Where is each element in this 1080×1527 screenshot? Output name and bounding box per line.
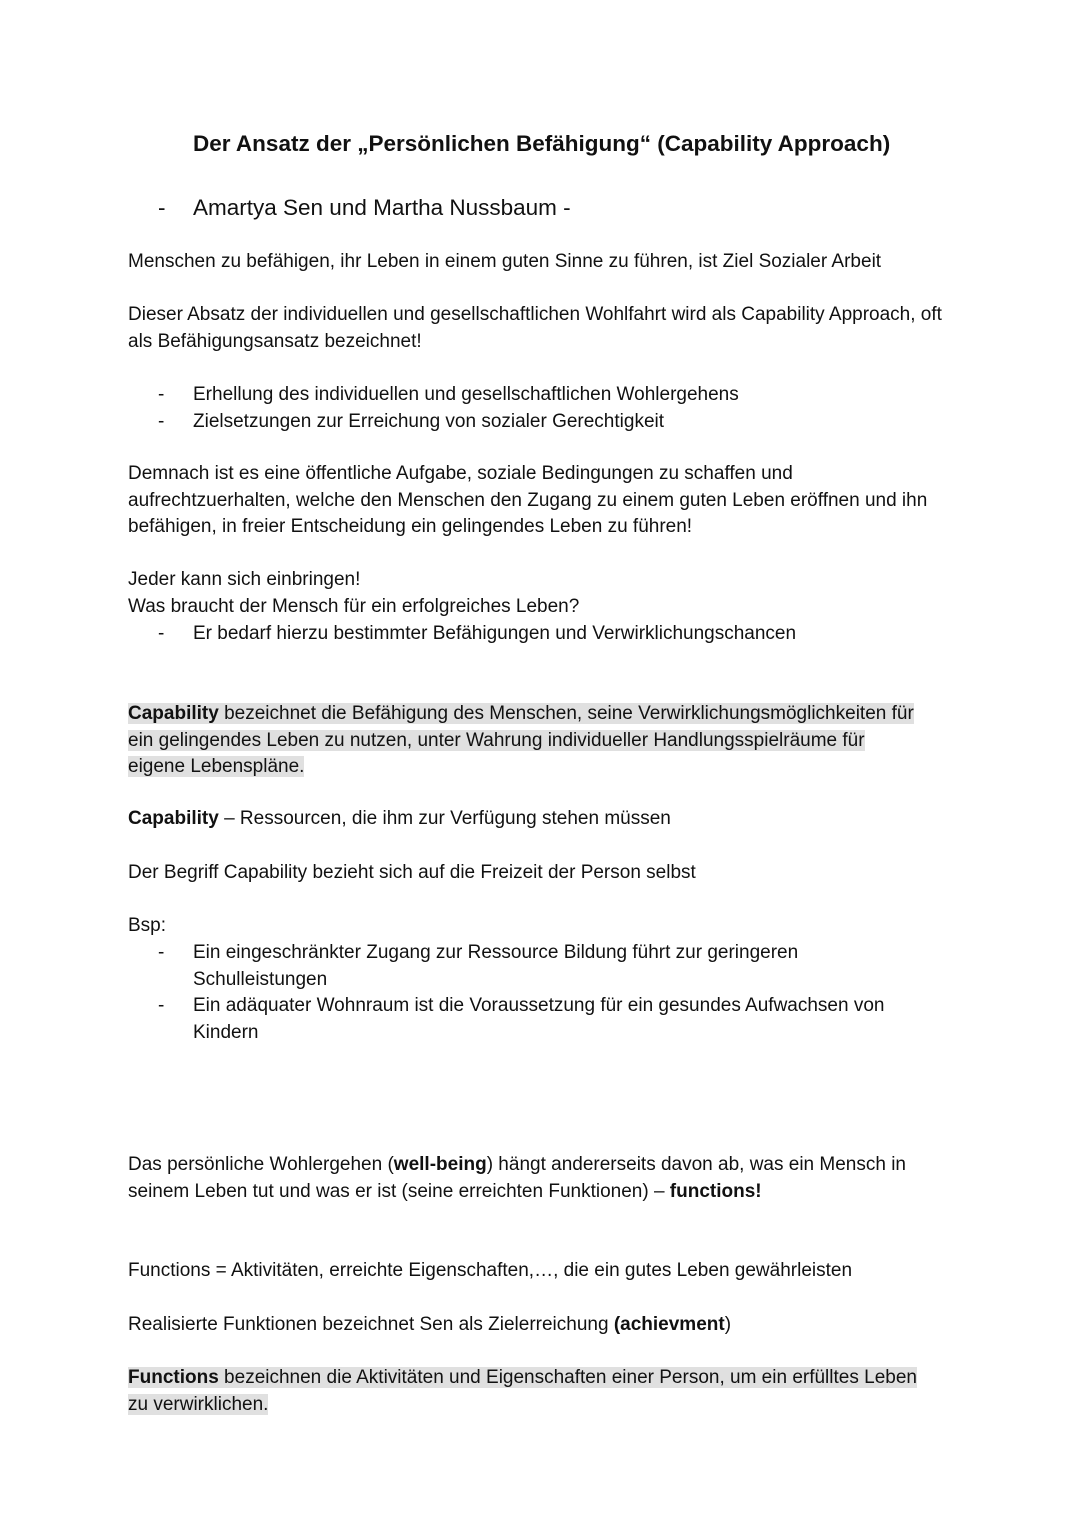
paragraph-goal: Menschen zu befähigen, ihr Leben in einem guten Sinne zu führen, ist Ziel Sozialer Arbeit xyxy=(128,251,882,272)
paragraph-capability-approach: Dieser Absatz der individuellen und gesellschaftlichen Wohlfahrt wird als Capability Approach, oft als Befähigungsansatz bezeichnet! xyxy=(128,304,942,352)
definition-text: eigene Lebenspläne. xyxy=(128,756,305,777)
achievement-close: ) xyxy=(724,1314,732,1335)
definition-term: Functions xyxy=(128,1367,219,1388)
paragraph-achievement xyxy=(128,1312,958,1339)
wellbeing-text: ) hängt andererseits davon ab, was ein Mensch in seinem Leben tut und was er ist (seine erreichten Funktionen) – xyxy=(128,1154,907,1202)
term-wellbeing: well-being xyxy=(393,1154,487,1175)
definition-term: Capability xyxy=(128,703,219,724)
wellbeing-text: Das persönliche Wohlergehen ( xyxy=(128,1154,394,1175)
term-capability: Capability xyxy=(128,808,219,829)
paragraph-wellbeing xyxy=(128,1152,958,1205)
subtitle-dash: - xyxy=(158,195,166,220)
list-examples xyxy=(128,940,888,1046)
example-label: Bsp: xyxy=(128,915,167,936)
definition-text: zu verwirklichen. xyxy=(128,1393,269,1415)
definition-functions xyxy=(128,1365,958,1418)
resources-text: – Ressourcen, die ihm zur Verfügung stehen müssen xyxy=(218,808,671,829)
list-answer xyxy=(128,621,958,648)
list-item: - Er bedarf hierzu bestimmter Befähigungen und Verwirklichungschancen xyxy=(128,621,958,648)
subtitle-text: Amartya Sen und Martha Nussbaum - xyxy=(193,195,571,220)
line-question: Was braucht der Mensch für ein erfolgreiches Leben? xyxy=(128,595,580,617)
term-functions: functions! xyxy=(669,1180,762,1202)
term-achievement: (achievment xyxy=(613,1314,725,1335)
definition-capability xyxy=(128,701,958,781)
paragraph-capability-resources xyxy=(128,806,958,833)
paragraph-freizeit: Der Begriff Capability bezieht sich auf die Freizeit der Person selbst xyxy=(128,862,696,883)
definition-text: bezeichnen die Aktivitäten und Eigenschaften einer Person, um ein erfülltes Leben xyxy=(218,1367,917,1388)
definition-text: bezeichnet die Befähigung des Menschen, seine Verwirklichungsmöglichkeiten für xyxy=(218,703,914,724)
subtitle xyxy=(128,192,571,224)
page-title: Der Ansatz der „Persönlichen Befähigung“ (Capability Approach) xyxy=(193,131,891,156)
line-everyone: Jeder kann sich einbringen! xyxy=(128,569,361,590)
list-item: - Erhellung des individuellen und gesellschaftlichen Wohlergehens xyxy=(128,382,958,409)
paragraph-public-task: Demnach ist es eine öffentliche Aufgabe, soziale Bedingungen zu schaffen und aufrechtzuerhalten, welche den Menschen den Zugang zu einem guten Leben eröffnen und ihn befähigen, in freier Entscheidung ein gelingendes Leben zu führen! xyxy=(128,463,928,537)
list-item: - Zielsetzungen zur Erreichung von sozialer Gerechtigkeit xyxy=(128,409,958,436)
paragraph-everyone xyxy=(128,567,958,620)
list-item: - Ein adäquater Wohnraum ist die Voraussetzung für ein gesundes Aufwachsen von Kindern xyxy=(128,993,888,1046)
definition-text: ein gelingendes Leben zu nutzen, unter Wahrung individueller Handlungsspielräume für xyxy=(128,729,865,751)
list-aims xyxy=(128,382,958,435)
list-item: - Ein eingeschränkter Zugang zur Ressource Bildung führt zur geringeren Schulleistungen xyxy=(128,940,888,993)
achievement-text: Realisierte Funktionen bezeichnet Sen als Zielerreichung xyxy=(128,1314,614,1335)
paragraph-functions-definition: Functions = Aktivitäten, erreichte Eigenschaften,…, die ein gutes Leben gewährleisten xyxy=(128,1260,853,1281)
